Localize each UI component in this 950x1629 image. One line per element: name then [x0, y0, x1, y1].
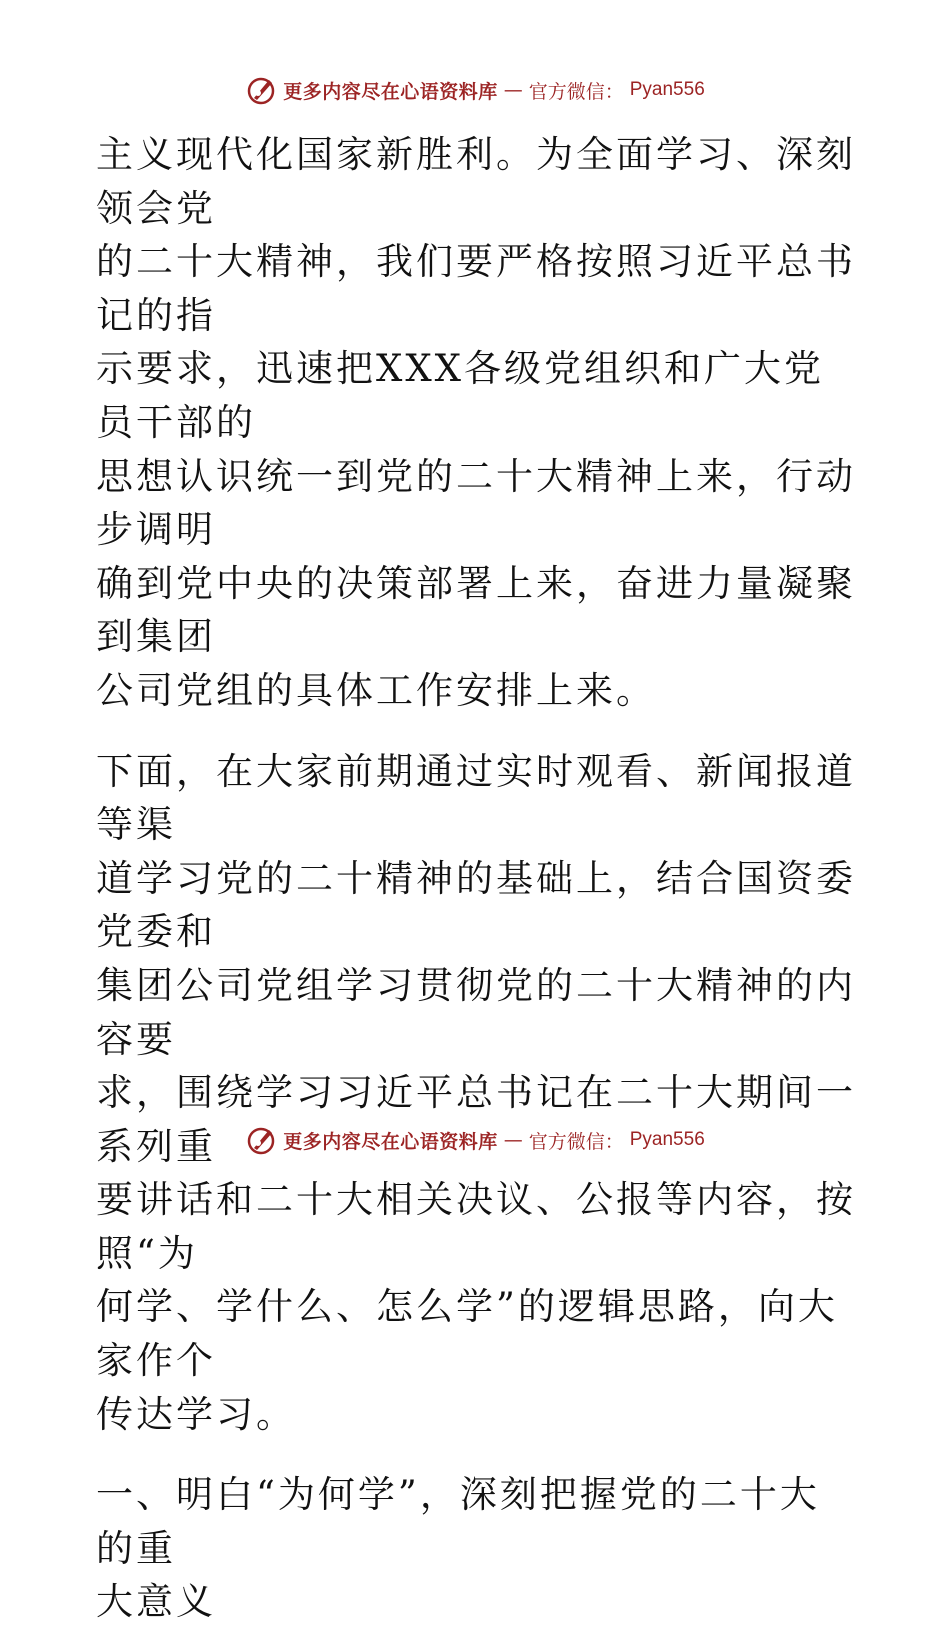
paragraph-2: 下面，在大家前期通过实时观看、新闻报道等渠 道学习党的二十精神的基础上，结合国资委党委和 集团公司党组学习贯彻党的二十大精神的内容要 求，围绕学习习近平总书记在二十大期间一系列重 要讲话和二十大相关决议、公报等内容，按照“为 何学、学什么、怎么学”的逻辑思路，向大家作个 传达学习。: [96, 749, 856, 1436]
watermark-separator: —: [503, 79, 523, 101]
paragraph-1: 主义现代化国家新胜利。为全面学习、深刻领会党 的二十大精神，我们要严格按照习近平总书记的指 示要求，迅速把XXX各级党组织和广大党员干部的 思想认识统一到党的二十大精神上来，行动步调明 确到党中央的决策部署上来，奋进力量凝聚到集团 公司党组的具体工作安排上来。: [96, 133, 856, 712]
watermark-label: 官方微信：: [528, 80, 624, 103]
section-heading-1: 一、明白“为何学”，深刻把握党的二十大的重 大意义: [96, 1473, 820, 1624]
watermark-text: 更多内容尽在心语资料库: [283, 1130, 498, 1153]
paragraph-spacer: [96, 1441, 856, 1468]
footer-watermark: [0, 1120, 950, 1160]
paragraph-spacer: [96, 718, 856, 745]
watermark-label: 官方微信：: [528, 1130, 624, 1153]
header-watermark: [0, 70, 950, 110]
document-body: [96, 128, 856, 1629]
watermark-wechat-id: Pyan556: [629, 1129, 705, 1150]
quill-seal-icon: [245, 74, 277, 106]
watermark-text: 更多内容尽在心语资料库: [283, 80, 498, 103]
watermark-separator: —: [503, 1129, 523, 1151]
watermark-wechat-id: Pyan556: [629, 79, 705, 100]
quill-seal-icon: [245, 1124, 277, 1156]
